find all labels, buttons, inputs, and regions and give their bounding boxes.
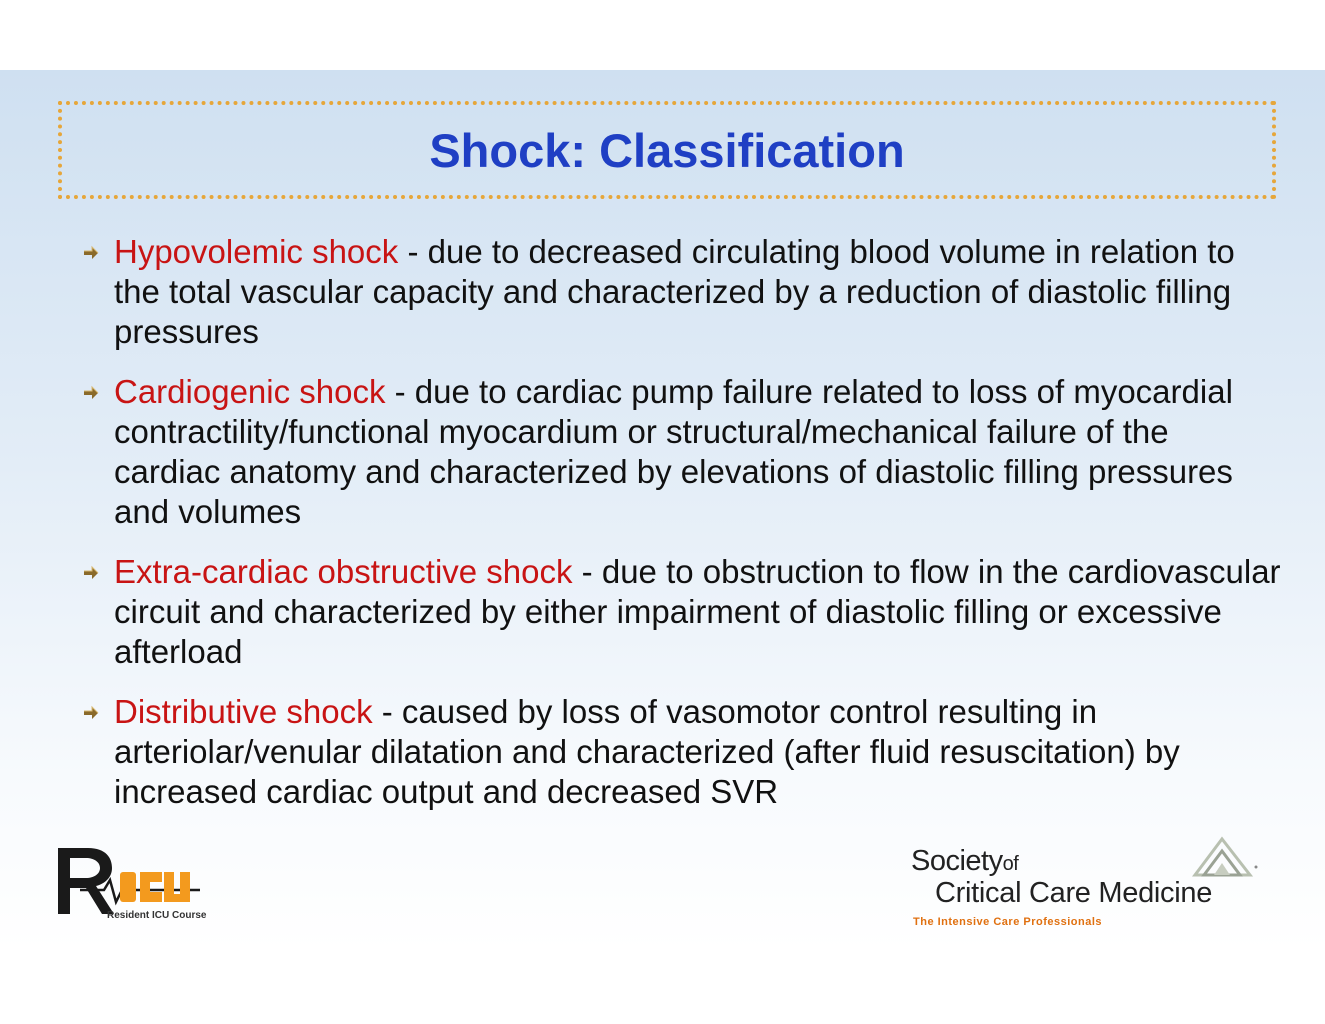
bullet-list bbox=[82, 232, 1282, 832]
sccm-name-line2: Critical Care Medicine bbox=[935, 877, 1213, 909]
bullet-term: Extra-cardiac obstructive shock bbox=[114, 553, 573, 590]
ricu-logo bbox=[50, 840, 210, 930]
title-box bbox=[58, 101, 1276, 199]
sccm-society: Society bbox=[911, 845, 1003, 877]
bullet-text: - due to decreased circulating blood volume in relation to the total vascular capacity and characterized by a reduction of diastolic filling pressures bbox=[114, 233, 1235, 350]
bullet-arrow-icon bbox=[82, 384, 100, 402]
bullet-text: - caused by loss of vasomotor control resulting in arteriolar/venular dilatation and characterized (after fluid resuscitation) by increased cardiac output and decreased SVR bbox=[114, 693, 1180, 810]
slide-title: Shock: Classification bbox=[429, 123, 905, 177]
bullet-arrow-icon bbox=[82, 244, 100, 262]
sccm-tagline: The Intensive Care Professionals bbox=[913, 916, 1103, 928]
slide bbox=[0, 70, 1325, 950]
bullet-term: Cardiogenic shock bbox=[114, 373, 386, 410]
bullet-text: - due to cardiac pump failure related to loss of myocardial contractility/functional myocardium or structural/mechanical failure of the cardiac anatomy and characterized by elevations of diastolic filling pressures and volumes bbox=[114, 373, 1233, 530]
bullet-term: Distributive shock bbox=[114, 693, 373, 730]
bullet-arrow-icon bbox=[82, 704, 100, 722]
bullet-obstructive bbox=[82, 552, 1282, 672]
ricu-subtitle: Resident ICU Course bbox=[107, 910, 207, 921]
bullet-hypovolemic bbox=[82, 232, 1282, 352]
bullet-term: Hypovolemic shock bbox=[114, 233, 399, 270]
sccm-mountain-icon bbox=[1190, 835, 1260, 880]
sccm-of: of bbox=[1002, 853, 1019, 875]
sccm-logo bbox=[905, 835, 1265, 935]
bullet-distributive bbox=[82, 692, 1282, 812]
sccm-name-line1 bbox=[911, 845, 1018, 878]
bullet-arrow-icon bbox=[82, 564, 100, 582]
bullet-text: - due to obstruction to flow in the cardiovascular circuit and characterized by either impairment of diastolic filling or excessive afterload bbox=[114, 553, 1281, 670]
bullet-cardiogenic bbox=[82, 372, 1282, 532]
